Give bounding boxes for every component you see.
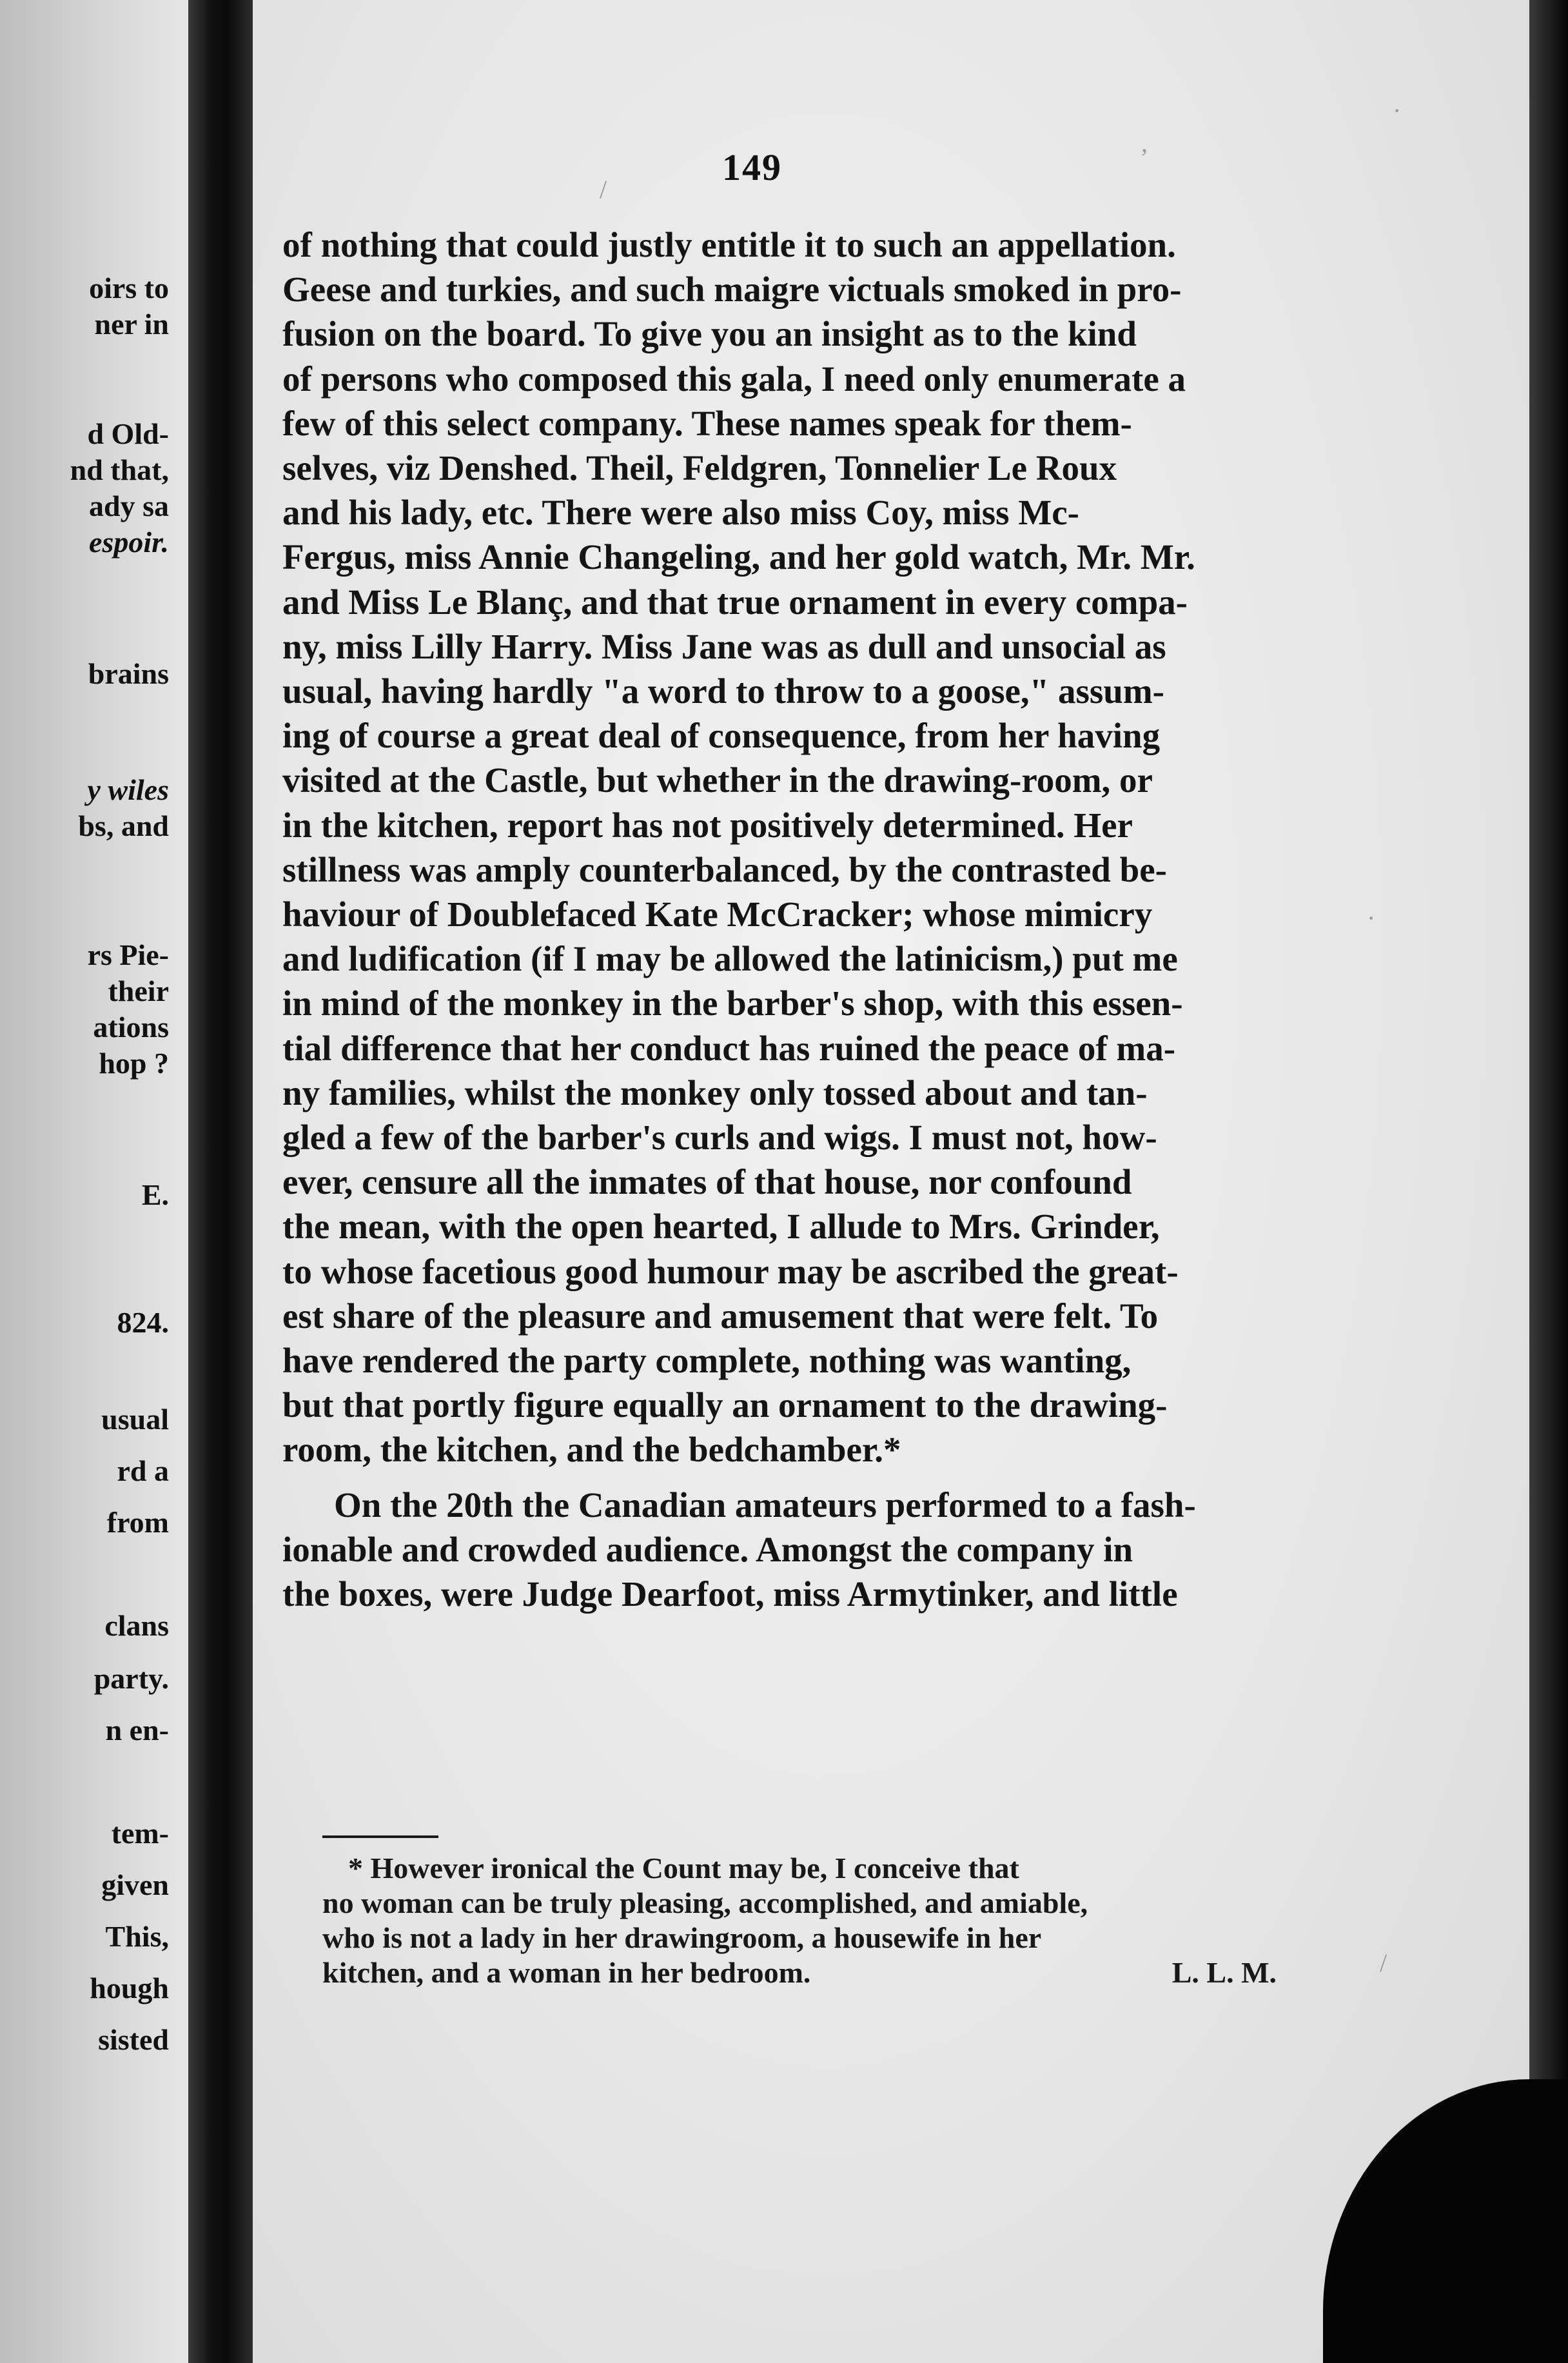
left-page-line: 824. (117, 1306, 169, 1339)
left-page-line: ations (93, 1011, 169, 1043)
text-line: Fergus, miss Annie Changeling, and her gold watch, Mr. Mr. (282, 537, 1195, 577)
text-line: est share of the pleasure and amusement that were felt. To (282, 1296, 1159, 1336)
left-page-line: This, (105, 1920, 169, 1953)
scan-speck: / (600, 175, 607, 204)
scan-speck: · (1393, 96, 1402, 125)
text-line: to whose facetious good humour may be ascribed the great- (282, 1251, 1179, 1291)
left-page-line: tem- (111, 1817, 169, 1850)
text-line: and Miss Le Blanç, and that true ornament in every compa- (282, 582, 1188, 622)
left-page-line: given (101, 1868, 169, 1901)
left-page-line: E. (141, 1178, 169, 1211)
text-line: the mean, with the open hearted, I allude to Mrs. Grinder, (282, 1207, 1160, 1247)
left-page-line: rs Pie- (87, 938, 169, 971)
text-line: ny families, whilst the monkey only tossed about and tan- (282, 1073, 1148, 1112)
text-line: and his lady, etc. There were also miss Coy, miss Mc- (282, 493, 1079, 533)
left-page-line: usual (101, 1403, 169, 1436)
body-text (282, 222, 1269, 1616)
footnote-rule (322, 1835, 438, 1838)
text-line: have rendered the party complete, nothing was wanting, (282, 1341, 1132, 1381)
text-line: usual, having hardly "a word to throw to a goose," assum- (282, 671, 1164, 711)
text-line: of persons who composed this gala, I need only enumerate a (282, 359, 1186, 399)
page-number: 149 (722, 146, 782, 188)
left-page-line: clans (104, 1609, 169, 1642)
text-line: ionable and crowded audience. Amongst the company in (282, 1529, 1133, 1569)
text-line: in the kitchen, report has not positively determined. Her (282, 805, 1133, 845)
text-line: stillness was amply counterbalanced, by the contrasted be- (282, 849, 1167, 889)
text-line: the boxes, were Judge Dearfoot, miss Armytinker, and little (282, 1574, 1178, 1614)
text-line: in mind of the monkey in the barber's shop, with this essen- (282, 984, 1183, 1023)
text-line: of nothing that could justly entitle it to such an appellation. (282, 225, 1176, 264)
scan-speck: · (1367, 904, 1376, 933)
text-line: gled a few of the barber's curls and wigs. I must not, how- (282, 1118, 1157, 1158)
left-page-line: ner in (94, 308, 169, 341)
text-line: ever, censure all the inmates of that house, nor confound (282, 1162, 1132, 1202)
left-page-line: hough (90, 1972, 169, 2004)
footnote-line: * However ironical the Count may be, I conceive that (348, 1852, 1019, 1884)
book-gutter (188, 0, 253, 2363)
left-page-line: their (108, 974, 169, 1007)
left-page-line: hop ? (99, 1047, 169, 1080)
left-page-line: ady sa (89, 489, 169, 522)
footnote-signature: L. L. M. (1171, 1956, 1277, 1989)
text-line: haviour of Doublefaced Kate McCracker; whose mimicry (282, 895, 1153, 934)
left-page-line: sisted (98, 2023, 169, 2056)
left-page-line: y wiles (87, 773, 169, 806)
left-page-line: oirs to (89, 272, 169, 304)
scan-speck: / (1380, 1948, 1387, 1977)
page-edge-shadow (1529, 0, 1568, 2363)
text-line: tial difference that her conduct has ruined the peace of ma- (282, 1028, 1176, 1068)
text-line: and ludification (if I may be allowed the latinicism,) put me (282, 939, 1178, 979)
text-line: but that portly figure equally an ornament to the drawing- (282, 1385, 1168, 1425)
footnote (322, 1851, 1277, 1990)
left-page-line: espoir. (89, 526, 169, 559)
left-page-line: brains (88, 657, 169, 690)
text-line: ny, miss Lilly Harry. Miss Jane was as dull and unsocial as (282, 626, 1166, 666)
text-line: room, the kitchen, and the bedchamber.* (282, 1430, 901, 1470)
text-line: selves, viz Denshed. Theil, Feldgren, Tonnelier Le Roux (282, 448, 1117, 488)
left-page-fragment (0, 0, 188, 2363)
left-page-line: n en- (105, 1714, 169, 1746)
text-line: fusion on the board. To give you an insight as to the kind (282, 314, 1137, 354)
footnote-line: no woman can be truly pleasing, accomplished, and amiable, (322, 1886, 1088, 1919)
paragraph-first-line: On the 20th the Canadian amateurs performed to a fash- (334, 1485, 1196, 1525)
left-page-line: rd a (117, 1454, 169, 1487)
scan-speck: , (1141, 128, 1148, 157)
text-line: few of this select company. These names speak for them- (282, 403, 1132, 443)
text-line: visited at the Castle, but whether in the drawing-room, or (282, 760, 1153, 800)
left-page-line: party. (93, 1662, 169, 1695)
footnote-line: kitchen, and a woman in her bedroom. (322, 1956, 811, 1989)
left-page-line: from (106, 1506, 169, 1539)
footnote-line: who is not a lady in her drawingroom, a housewife in her (322, 1921, 1042, 1954)
left-page-line: nd that, (70, 453, 169, 486)
left-page-line: d Old- (87, 417, 169, 450)
text-line: ing of course a great deal of consequence, from her having (282, 716, 1161, 756)
text-line: Geese and turkies, and such maigre victuals smoked in pro- (282, 270, 1182, 310)
left-page-line: bs, and (78, 809, 169, 842)
